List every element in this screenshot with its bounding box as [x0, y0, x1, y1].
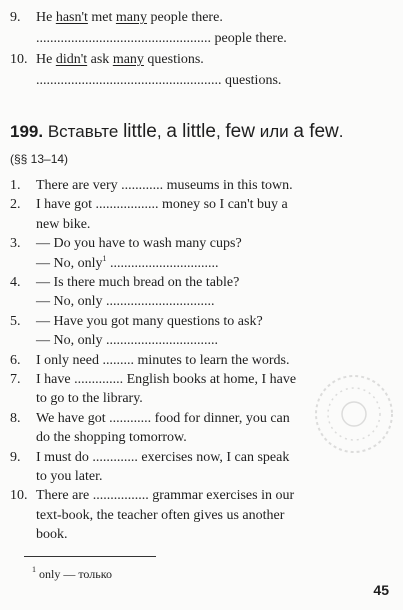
item-number: 3. [10, 236, 21, 252]
faint-seal-stamp [312, 372, 396, 456]
item-text: We have got ............ food for dinner, you can [36, 410, 290, 426]
exercise-item [10, 314, 395, 330]
item-text: There are very ............ museums in this town. [36, 178, 293, 193]
exercise-item [10, 353, 395, 369]
item-text: I have .............. English books at home, I have [36, 372, 297, 387]
item-text: — Have you got many questions to ask? [36, 313, 263, 329]
item-text: I only need ......... minutes to learn the words. [36, 352, 290, 368]
page-number: 45 [373, 582, 389, 598]
prev-item-9: 9. He hasn't met many people there. [10, 10, 223, 25]
item-text: — Is there much bread on the table? [36, 275, 240, 290]
item-number: 4. [10, 275, 21, 290]
exercise-item [10, 275, 395, 291]
item-text: I must do ............. exercises now, I can speak [36, 449, 290, 465]
item-number: 2. [10, 197, 21, 213]
item-text: — No, only ............................... [36, 294, 215, 310]
exercise-item [10, 488, 395, 504]
exercise-item [10, 197, 395, 213]
item-text: There are ................ grammar exercises in our [36, 488, 295, 504]
answer-blank: ............................... [106, 255, 219, 271]
item-number: 8. [10, 410, 21, 426]
prev-item-10-answer: ..................................................... questions. [36, 73, 282, 88]
exercise-item [10, 236, 395, 252]
item-text: text-book, the teacher often gives us another [36, 507, 285, 523]
item-text: new bike. [36, 216, 91, 232]
item-text: to you later. [36, 469, 103, 484]
exercise-item-continuation [10, 253, 395, 272]
exercise-item [10, 178, 395, 194]
exercise-item-continuation [10, 333, 395, 349]
exercise-item-continuation [10, 527, 395, 543]
item-number: 7. [10, 372, 21, 387]
item-text: book. [36, 527, 68, 543]
item-text: — No, only [36, 255, 103, 271]
item-text: — Do you have to wash many cups? [36, 236, 242, 252]
item-text: to go to the library. [36, 391, 143, 407]
grammar-reference: (§§ 13–14) [10, 152, 69, 166]
footnote: $^1$ only — только [32, 565, 112, 581]
item-number: 9. [10, 449, 21, 465]
item-number: 10. [10, 488, 28, 504]
exercise-item-continuation [10, 508, 395, 524]
exercise-item-continuation [10, 217, 395, 233]
exercise-heading: 199. Вставьте little, a little, few или a few. [10, 121, 344, 142]
item-number: 1. [10, 178, 21, 193]
exercise-item-continuation [10, 294, 395, 310]
footnote-divider [24, 556, 156, 557]
prev-item-9-answer: .................................................. people there. [36, 31, 287, 46]
item-text: — No, only ................................ [36, 333, 218, 349]
item-text: I have got .................. money so I can't buy a [36, 197, 288, 213]
prev-item-10: 10. He didn't ask many questions. [10, 52, 204, 67]
item-text: do the shopping tomorrow. [36, 430, 187, 446]
item-number: 5. [10, 313, 21, 329]
exercise-item-continuation [10, 469, 395, 485]
item-number: 6. [10, 352, 21, 368]
footnote-marker: 1 [102, 253, 107, 263]
